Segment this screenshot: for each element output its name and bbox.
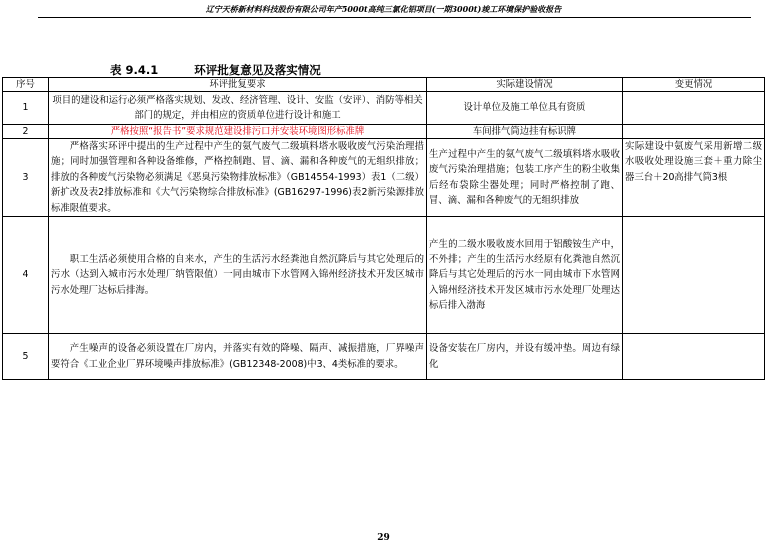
row-actual: 设计单位及施工单位具有资质 <box>427 92 623 125</box>
table-row <box>3 334 765 380</box>
row-requirement <box>49 139 427 217</box>
row-no: 2 <box>3 125 49 139</box>
col-header-change: 变更情况 <box>623 78 765 92</box>
row-requirement: 项目的建设和运行必须严格落实规划、发改、经济管理、设计、安监（安评）、消防等相关部门的规定，并由相应的资质单位进行设计和施工 <box>49 92 427 125</box>
row-requirement-highlighted: 严格按照“报告书”要求规范建设排污口并安装环境图形标准牌 <box>49 125 427 139</box>
row-change <box>623 334 765 380</box>
table-row <box>3 139 765 217</box>
row-change <box>623 92 765 125</box>
col-header-no: 序号 <box>3 78 49 92</box>
row-actual: 设备安装在厂房内，并设有缓冲垫。周边有绿化 <box>427 334 623 380</box>
row-no: 5 <box>3 334 49 380</box>
table-number: 表 9.4.1 <box>110 63 159 77</box>
row-requirement-text: 严格落实环评中提出的生产过程中产生的氨气废气二级填料塔水吸收废气污染治理措施；同时加强管理和各种设备维修，严格控制跑、冒、滴、漏和各种废气的无组织排放；排放的各种废气污染物必须满足《恶臭污染物排放标准》（GB14554-1993）表1（二级）新扩改及表2排放标准和《大气污染物综合排放标准》(GB16297-1996)表2新污染源排放标准限值要求。 <box>51 141 424 214</box>
table-row <box>3 217 765 334</box>
row-requirement <box>49 334 427 380</box>
page-number: 29 <box>377 533 390 543</box>
table-caption <box>110 62 321 78</box>
col-header-actual: 实际建设情况 <box>427 78 623 92</box>
col-header-requirement: 环评批复要求 <box>49 78 427 92</box>
table-title: 环评批复意见及落实情况 <box>194 63 321 77</box>
eia-approval-table <box>2 77 765 380</box>
row-requirement-text: 产生噪声的设备必须设置在厂房内，并落实有效的降噪、隔声、减振措施，厂界噪声要符合《工业企业厂界环境噪声排放标准》(GB12348-2008)中3、4类标准的要求。 <box>51 343 424 370</box>
row-actual: 车间排气筒边挂有标识牌 <box>427 125 623 139</box>
row-no: 4 <box>3 217 49 334</box>
table-header-row <box>3 78 765 92</box>
table-row <box>3 92 765 125</box>
row-requirement-text: 职工生活必须使用合格的自来水，产生的生活污水经粪池自然沉降后与其它处理后的污水（达到入城市污水处理厂纳管限值）一同由城市下水管网入锦州经济技术开发区城市污水处理厂达标后排海。 <box>51 253 424 296</box>
row-no: 1 <box>3 92 49 125</box>
row-actual: 产生的二级水吸收废水回用于铝酸铵生产中，不外排；产生的生活污水经原有化粪池自然沉降后与其它处理后的污水一同由城市下水管网入锦州经济技术开发区城市污水处理厂处理达标后排入渤海 <box>427 217 623 334</box>
row-change <box>623 217 765 334</box>
row-requirement <box>49 217 427 334</box>
row-actual: 生产过程中产生的氨气废气二级填料塔水吸收废气污染治理措施；包装工序产生的粉尘收集后经布袋除尘器处理；同时严格控制了跑、冒、滴、漏和各种废气的无组织排放 <box>427 139 623 217</box>
table-row <box>3 125 765 139</box>
document-header: 辽宁天桥新材料科技股份有限公司年产5000t高纯三氯化铝项目(一期3000t)竣工环境保护验收报告 <box>205 4 562 14</box>
header-rule <box>38 17 751 18</box>
row-no: 3 <box>3 139 49 217</box>
row-change <box>623 125 765 139</box>
row-change: 实际建设中氨废气采用新增二级水吸收处理设施三套＋重力除尘器三台＋20高排气筒3根 <box>623 139 765 217</box>
